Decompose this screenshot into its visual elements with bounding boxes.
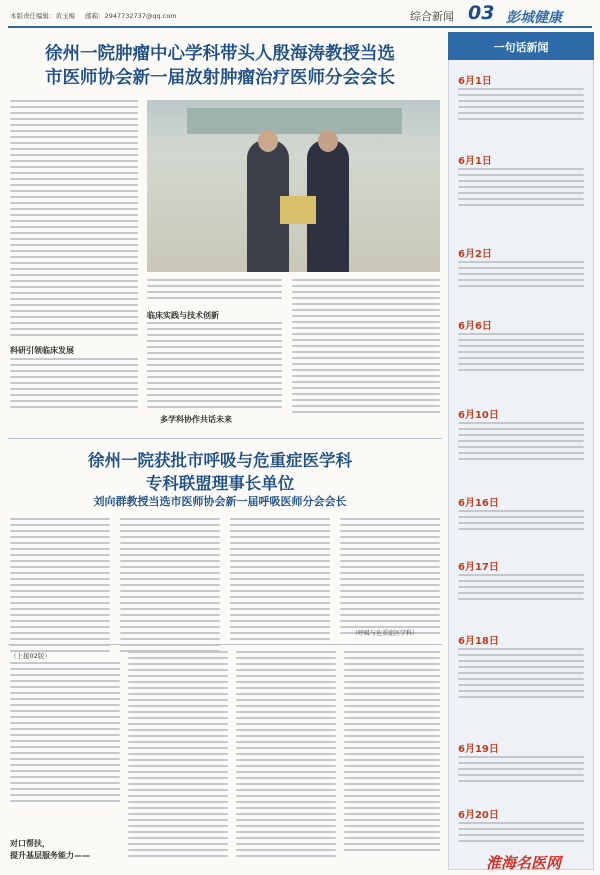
article2-title-line2: 专科联盟理事长单位 [145,474,295,493]
article2-text-col4 [340,518,440,638]
brief-date: 6月20日 [458,810,499,821]
brief-text [458,822,584,846]
brief-date: 6月10日 [458,410,499,421]
article1-title-line2: 市医师协会新一届放射肿瘤治疗医师分会会长 [45,68,395,88]
article2-text-col3 [230,518,330,644]
brief-date: 6月1日 [458,156,492,167]
article3-subhead1: 对口帮扶， [10,839,50,848]
watermark-logo: 淮海名医网 [486,854,562,872]
article1-text-col2b [147,322,282,412]
brief-text [458,88,584,124]
article2-text-col1 [10,518,110,656]
certificate [280,196,316,224]
brief-date: 6月1日 [458,76,492,87]
banner-backdrop [187,108,402,134]
brief-text [458,756,584,786]
brief-text [458,168,584,210]
brief-date: 6月16日 [458,498,499,509]
brief-text [458,510,584,534]
masthead-left [10,11,177,20]
person-right-head [318,130,338,152]
article2-title-line1: 徐州一院获批市呼吸与危重症医学科 [88,451,352,470]
article1-title-line1: 徐州一院肿瘤中心学科带头人殷海涛教授当选 [45,44,395,64]
article3-text-col2 [128,651,228,861]
article2-text-col2 [120,518,220,656]
page-number: 03 [468,2,495,24]
article2-divider [8,644,442,645]
brand-logo: 彭城健康 [506,10,562,26]
header-rule [8,26,592,28]
article1-text-col3 [292,279,440,417]
award-photo [147,100,440,272]
article1-text-col1b [10,358,138,412]
brief-text [458,261,584,291]
brief-text [458,422,584,464]
brief-date: 6月2日 [458,249,492,260]
brief-date: 6月6日 [458,321,492,332]
article1-subhead-collab: 多学科协作共话未来 [160,415,232,424]
email-label: 邮箱：2947732737@qq.com [85,12,177,20]
person-left-head [258,130,278,152]
article1-subhead-research: 科研引领临床发展 [10,346,74,355]
brief-date: 6月19日 [458,744,499,755]
article3-subhead2: 提升基层服务能力—— [10,851,90,860]
section-label: 综合新闻 [410,10,454,23]
editor-label: 本版责任编辑：黄玉梅 [10,12,75,20]
article3-text-col1 [10,662,120,806]
article1-divider [8,438,442,439]
article1-subhead-clinical: 临床实践与技术创新 [147,311,219,320]
article3-text-col4 [344,651,440,855]
brief-date: 6月18日 [458,636,499,647]
brief-text [458,574,584,604]
brief-text [458,648,584,702]
brief-text [458,333,584,375]
article2-title-line3: 刘向群教授当选市医师协会新一届呼吸医师分会会长 [93,495,347,508]
article3-text-col3 [236,651,336,861]
continued-note: （上接02版） [10,652,51,660]
brief-date: 6月17日 [458,562,499,573]
article1-text-col2 [147,279,282,303]
sidebar-title: 一句话新闻 [493,41,549,54]
article1-text-col1 [10,100,138,340]
article2-credit: （呼吸与危重症医学科） [352,630,419,637]
